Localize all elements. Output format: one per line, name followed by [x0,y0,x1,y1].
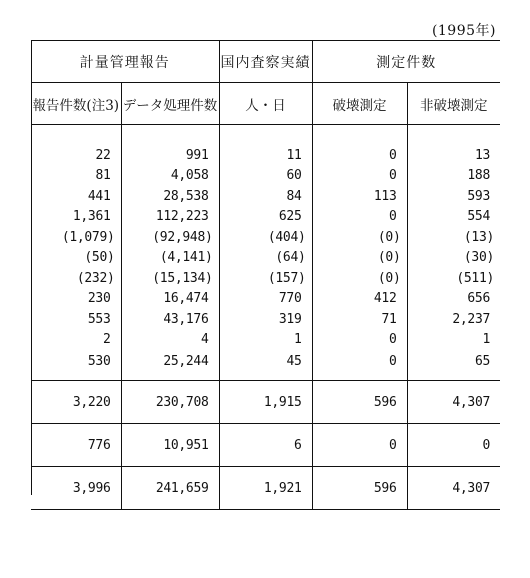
table-cell: 0 [312,350,407,381]
table-cell: 1,921 [219,467,312,510]
table-cell: (157) [219,268,312,289]
table-left-border [31,40,32,495]
header-nondestructive-measurement: 非破壊測定 [407,83,500,125]
header-data-processing-count: データ処理件数 [121,83,219,125]
table-cell: 16,474 [121,289,219,310]
table-cell: 770 [219,289,312,310]
table-cell: 22 [95,147,111,163]
table-cell: 553 [87,311,111,327]
table-cell: 776 [31,424,121,467]
table-cell: 0 [312,207,407,228]
table-cell: 0 [407,424,500,467]
total-row [31,467,500,510]
header-row-columns [31,83,500,125]
table-cell: (30) [407,248,500,269]
table-row [31,227,500,248]
table-cell: (50) [84,250,115,266]
table-row [31,166,500,187]
table-cell: 65 [407,350,500,381]
header-domestic-inspection: 国内査察実績 [219,41,312,83]
table-cell: (64) [219,248,312,269]
table-row [31,309,500,330]
table-cell: (92,948) [121,227,219,248]
year-note: (1995年) [431,23,496,39]
table-cell: 593 [407,186,500,207]
table-cell: (1,079) [61,229,115,245]
table-row [31,145,500,166]
table-cell: 230 [87,291,111,307]
table-row [31,186,500,207]
table-cell: (404) [219,227,312,248]
table-cell: 6 [219,424,312,467]
table-cell: 1,915 [219,381,312,424]
table-cell: 13 [407,145,500,166]
statistics-table [31,40,500,510]
other-row [31,424,500,467]
header-measurement-count: 測定件数 [312,41,500,83]
table-cell: 45 [219,350,312,381]
table-cell: (0) [312,227,407,248]
table-cell: 43,176 [121,309,219,330]
table-cell: (0) [312,268,407,289]
table-cell: 554 [407,207,500,228]
table-cell: 0 [312,166,407,187]
table-cell: 596 [312,467,407,510]
table-cell: (0) [312,248,407,269]
table-cell: 3,996 [31,467,121,510]
table-row [31,350,500,381]
table-cell: 1 [219,330,312,351]
table-cell: 319 [219,309,312,330]
subtotal-row [31,381,500,424]
header-accounting-report: 計量管理報告 [31,41,219,83]
table-cell: 71 [312,309,407,330]
table-row [31,330,500,351]
statistics-table-container [31,40,500,510]
table-cell: 11 [219,145,312,166]
table-cell: 0 [312,145,407,166]
table-cell: 84 [219,186,312,207]
table-cell: 2,237 [407,309,500,330]
header-person-days: 人・日 [219,83,312,125]
table-cell: 230,708 [121,381,219,424]
table-cell: 625 [219,207,312,228]
table-cell: 3,220 [31,381,121,424]
table-cell: 4,307 [407,467,500,510]
table-cell: 991 [121,145,219,166]
table-cell: 4,307 [407,381,500,424]
table-cell: 1,361 [72,209,111,225]
table-cell: 81 [95,168,111,184]
table-cell: (511) [407,268,500,289]
table-cell: (4,141) [121,248,219,269]
table-cell: 25,244 [121,350,219,381]
table-cell: 530 [87,353,111,369]
table-cell: 656 [407,289,500,310]
table-cell: 2 [102,332,111,348]
header-destructive-measurement: 破壊測定 [312,83,407,125]
table-cell: 0 [312,330,407,351]
table-cell: 441 [87,188,111,204]
table-cell: 113 [312,186,407,207]
table-row [31,268,500,289]
table-cell: 60 [219,166,312,187]
table-cell: (15,134) [121,268,219,289]
table-cell: (232) [76,270,115,286]
table-cell: 10,951 [121,424,219,467]
table-cell: 4 [121,330,219,351]
table-cell: 1 [407,330,500,351]
table-cell: 0 [312,424,407,467]
table-row [31,207,500,228]
header-report-count: 報告件数(注3) [31,83,121,125]
table-cell: 4,058 [121,166,219,187]
table-cell: (13) [407,227,500,248]
table-cell: 596 [312,381,407,424]
table-cell: 112,223 [121,207,219,228]
table-row [31,248,500,269]
table-cell: 188 [407,166,500,187]
table-row [31,289,500,310]
header-row-groups [31,41,500,83]
table-cell: 28,538 [121,186,219,207]
table-cell: 412 [312,289,407,310]
table-cell: 241,659 [121,467,219,510]
